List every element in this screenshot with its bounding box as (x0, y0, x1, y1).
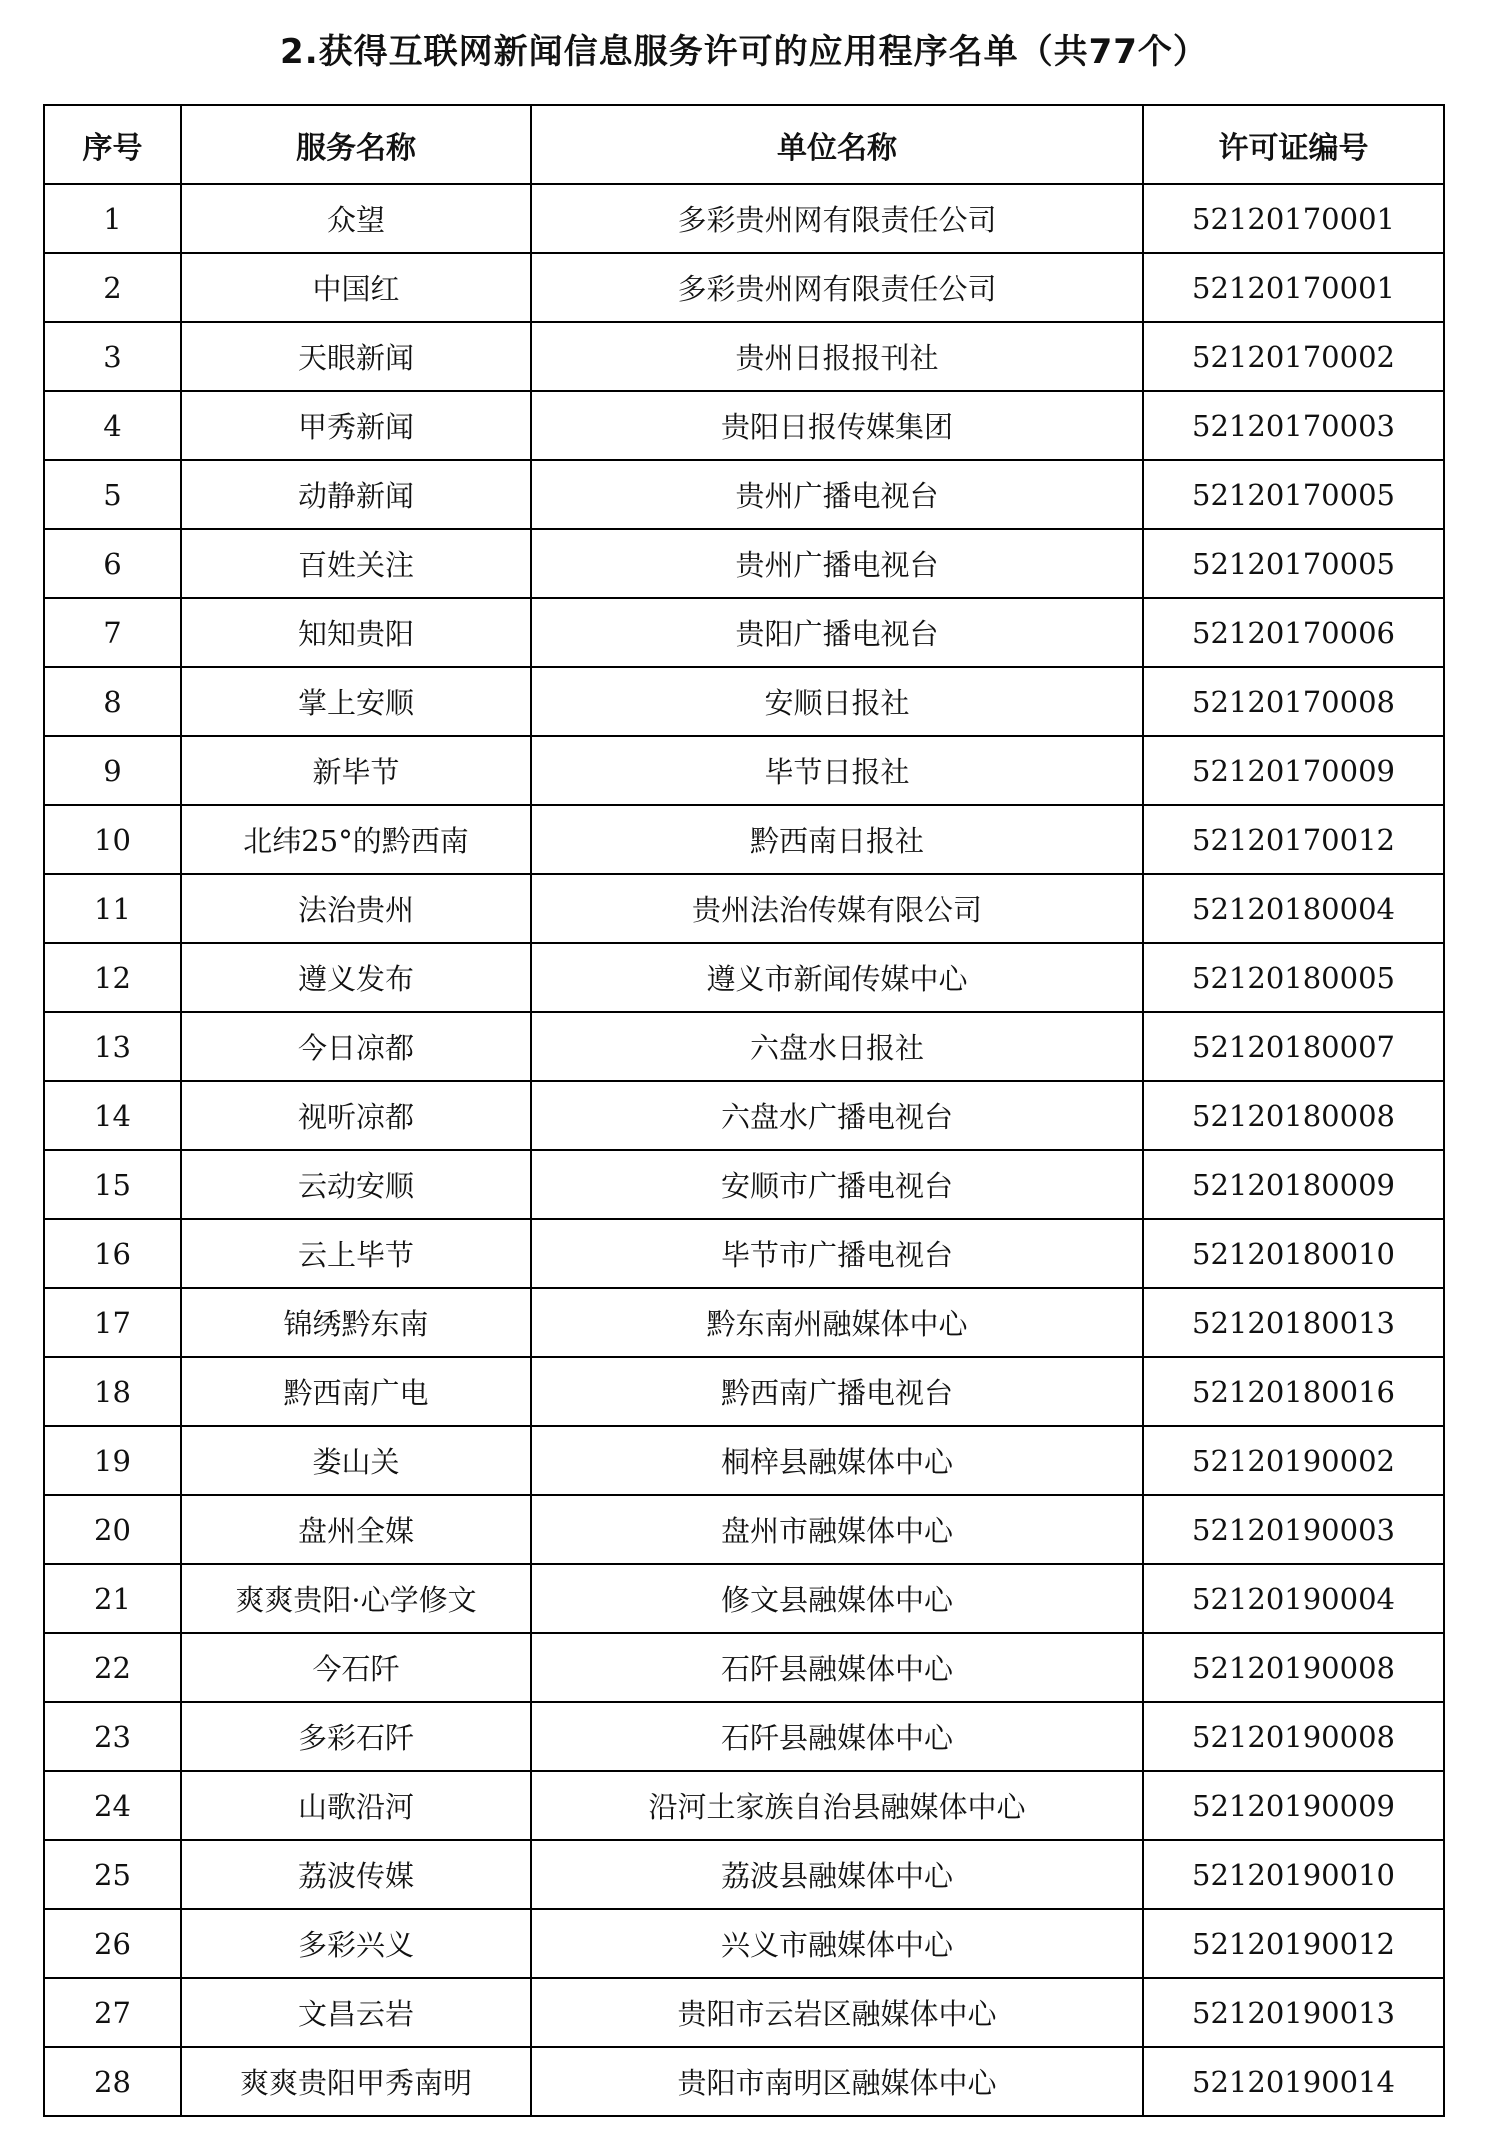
cell-index: 8 (44, 667, 181, 736)
cell-organization-name: 兴义市融媒体中心 (531, 1909, 1143, 1978)
cell-index: 26 (44, 1909, 181, 1978)
cell-index: 23 (44, 1702, 181, 1771)
cell-service-name: 百姓关注 (181, 529, 531, 598)
cell-organization-name: 六盘水广播电视台 (531, 1081, 1143, 1150)
app-license-table (43, 104, 1445, 2117)
cell-index: 21 (44, 1564, 181, 1633)
cell-index: 28 (44, 2047, 181, 2116)
cell-service-name: 爽爽贵阳甲秀南明 (181, 2047, 531, 2116)
table-row (44, 1909, 1444, 1978)
cell-organization-name: 石阡县融媒体中心 (531, 1633, 1143, 1702)
cell-service-name: 文昌云岩 (181, 1978, 531, 2047)
cell-license-number: 52120180016 (1143, 1357, 1444, 1426)
cell-index: 3 (44, 322, 181, 391)
cell-license-number: 52120170012 (1143, 805, 1444, 874)
cell-index: 9 (44, 736, 181, 805)
cell-license-number: 52120170005 (1143, 529, 1444, 598)
cell-index: 20 (44, 1495, 181, 1564)
cell-index: 14 (44, 1081, 181, 1150)
header-organization-name: 单位名称 (531, 105, 1143, 184)
cell-license-number: 52120180007 (1143, 1012, 1444, 1081)
cell-license-number: 52120170008 (1143, 667, 1444, 736)
cell-index: 25 (44, 1840, 181, 1909)
cell-organization-name: 贵阳市云岩区融媒体中心 (531, 1978, 1143, 2047)
cell-service-name: 云动安顺 (181, 1150, 531, 1219)
cell-license-number: 52120190009 (1143, 1771, 1444, 1840)
cell-service-name: 今日凉都 (181, 1012, 531, 1081)
cell-organization-name: 毕节市广播电视台 (531, 1219, 1143, 1288)
cell-organization-name: 石阡县融媒体中心 (531, 1702, 1143, 1771)
cell-license-number: 52120180005 (1143, 943, 1444, 1012)
table-row (44, 1840, 1444, 1909)
cell-license-number: 52120180010 (1143, 1219, 1444, 1288)
cell-service-name: 荔波传媒 (181, 1840, 531, 1909)
cell-index: 27 (44, 1978, 181, 2047)
table-body (44, 184, 1444, 2116)
table-row (44, 1081, 1444, 1150)
cell-organization-name: 贵州法治传媒有限公司 (531, 874, 1143, 943)
cell-license-number: 52120170006 (1143, 598, 1444, 667)
table-row (44, 1771, 1444, 1840)
cell-index: 4 (44, 391, 181, 460)
cell-service-name: 山歌沿河 (181, 1771, 531, 1840)
table-row (44, 1426, 1444, 1495)
table-row (44, 460, 1444, 529)
cell-license-number: 52120170009 (1143, 736, 1444, 805)
cell-organization-name: 贵阳市南明区融媒体中心 (531, 2047, 1143, 2116)
cell-index: 6 (44, 529, 181, 598)
table-row (44, 2047, 1444, 2116)
cell-service-name: 动静新闻 (181, 460, 531, 529)
table-row (44, 1219, 1444, 1288)
cell-service-name: 爽爽贵阳·心学修文 (181, 1564, 531, 1633)
cell-organization-name: 毕节日报社 (531, 736, 1143, 805)
cell-service-name: 今石阡 (181, 1633, 531, 1702)
table-row (44, 1702, 1444, 1771)
cell-organization-name: 遵义市新闻传媒中心 (531, 943, 1143, 1012)
cell-index: 2 (44, 253, 181, 322)
cell-license-number: 52120170002 (1143, 322, 1444, 391)
cell-service-name: 北纬25°的黔西南 (181, 805, 531, 874)
cell-organization-name: 六盘水日报社 (531, 1012, 1143, 1081)
cell-service-name: 盘州全媒 (181, 1495, 531, 1564)
cell-index: 7 (44, 598, 181, 667)
cell-service-name: 众望 (181, 184, 531, 253)
cell-organization-name: 黔西南广播电视台 (531, 1357, 1143, 1426)
cell-service-name: 甲秀新闻 (181, 391, 531, 460)
cell-organization-name: 修文县融媒体中心 (531, 1564, 1143, 1633)
cell-organization-name: 安顺市广播电视台 (531, 1150, 1143, 1219)
cell-organization-name: 桐梓县融媒体中心 (531, 1426, 1143, 1495)
cell-index: 18 (44, 1357, 181, 1426)
cell-index: 10 (44, 805, 181, 874)
cell-service-name: 多彩兴义 (181, 1909, 531, 1978)
table-row (44, 322, 1444, 391)
table-row (44, 184, 1444, 253)
cell-service-name: 新毕节 (181, 736, 531, 805)
table-row (44, 253, 1444, 322)
cell-license-number: 52120170005 (1143, 460, 1444, 529)
table-header-row (44, 105, 1444, 184)
table-row (44, 943, 1444, 1012)
table-row (44, 529, 1444, 598)
cell-service-name: 多彩石阡 (181, 1702, 531, 1771)
cell-service-name: 掌上安顺 (181, 667, 531, 736)
table-row (44, 736, 1444, 805)
cell-license-number: 52120190010 (1143, 1840, 1444, 1909)
table-row (44, 874, 1444, 943)
table-row (44, 1564, 1444, 1633)
cell-index: 1 (44, 184, 181, 253)
cell-index: 16 (44, 1219, 181, 1288)
cell-organization-name: 多彩贵州网有限责任公司 (531, 184, 1143, 253)
cell-license-number: 52120190004 (1143, 1564, 1444, 1633)
table-row (44, 667, 1444, 736)
cell-service-name: 遵义发布 (181, 943, 531, 1012)
cell-organization-name: 贵州广播电视台 (531, 460, 1143, 529)
cell-index: 13 (44, 1012, 181, 1081)
cell-service-name: 法治贵州 (181, 874, 531, 943)
cell-organization-name: 安顺日报社 (531, 667, 1143, 736)
cell-index: 24 (44, 1771, 181, 1840)
cell-license-number: 52120180004 (1143, 874, 1444, 943)
cell-license-number: 52120190014 (1143, 2047, 1444, 2116)
cell-index: 15 (44, 1150, 181, 1219)
cell-license-number: 52120180009 (1143, 1150, 1444, 1219)
table-row (44, 598, 1444, 667)
cell-index: 22 (44, 1633, 181, 1702)
cell-license-number: 52120180013 (1143, 1288, 1444, 1357)
table-row (44, 1150, 1444, 1219)
table-row (44, 1288, 1444, 1357)
header-service-name: 服务名称 (181, 105, 531, 184)
cell-service-name: 视听凉都 (181, 1081, 531, 1150)
cell-organization-name: 贵阳日报传媒集团 (531, 391, 1143, 460)
cell-organization-name: 荔波县融媒体中心 (531, 1840, 1143, 1909)
table-row (44, 1978, 1444, 2047)
cell-organization-name: 盘州市融媒体中心 (531, 1495, 1143, 1564)
header-index: 序号 (44, 105, 181, 184)
document-title: 2.获得互联网新闻信息服务许可的应用程序名单（共77个） (280, 32, 1208, 72)
cell-license-number: 52120190003 (1143, 1495, 1444, 1564)
cell-license-number: 52120170001 (1143, 253, 1444, 322)
cell-service-name: 知知贵阳 (181, 598, 531, 667)
table-row (44, 1633, 1444, 1702)
cell-organization-name: 贵州日报报刊社 (531, 322, 1143, 391)
cell-service-name: 娄山关 (181, 1426, 531, 1495)
table-row (44, 1495, 1444, 1564)
cell-license-number: 52120170001 (1143, 184, 1444, 253)
cell-index: 12 (44, 943, 181, 1012)
cell-license-number: 52120190008 (1143, 1702, 1444, 1771)
cell-index: 17 (44, 1288, 181, 1357)
cell-service-name: 天眼新闻 (181, 322, 531, 391)
cell-license-number: 52120190013 (1143, 1978, 1444, 2047)
cell-service-name: 中国红 (181, 253, 531, 322)
cell-service-name: 锦绣黔东南 (181, 1288, 531, 1357)
cell-organization-name: 多彩贵州网有限责任公司 (531, 253, 1143, 322)
cell-organization-name: 黔西南日报社 (531, 805, 1143, 874)
cell-organization-name: 贵州广播电视台 (531, 529, 1143, 598)
cell-license-number: 52120190008 (1143, 1633, 1444, 1702)
cell-organization-name: 沿河土家族自治县融媒体中心 (531, 1771, 1143, 1840)
cell-organization-name: 黔东南州融媒体中心 (531, 1288, 1143, 1357)
header-license-number: 许可证编号 (1143, 105, 1444, 184)
cell-license-number: 52120190002 (1143, 1426, 1444, 1495)
cell-license-number: 52120170003 (1143, 391, 1444, 460)
cell-index: 5 (44, 460, 181, 529)
cell-license-number: 52120180008 (1143, 1081, 1444, 1150)
cell-service-name: 黔西南广电 (181, 1357, 531, 1426)
table-row (44, 391, 1444, 460)
table-row (44, 805, 1444, 874)
cell-organization-name: 贵阳广播电视台 (531, 598, 1143, 667)
cell-index: 11 (44, 874, 181, 943)
cell-service-name: 云上毕节 (181, 1219, 531, 1288)
cell-index: 19 (44, 1426, 181, 1495)
table-row (44, 1357, 1444, 1426)
cell-license-number: 52120190012 (1143, 1909, 1444, 1978)
table-row (44, 1012, 1444, 1081)
